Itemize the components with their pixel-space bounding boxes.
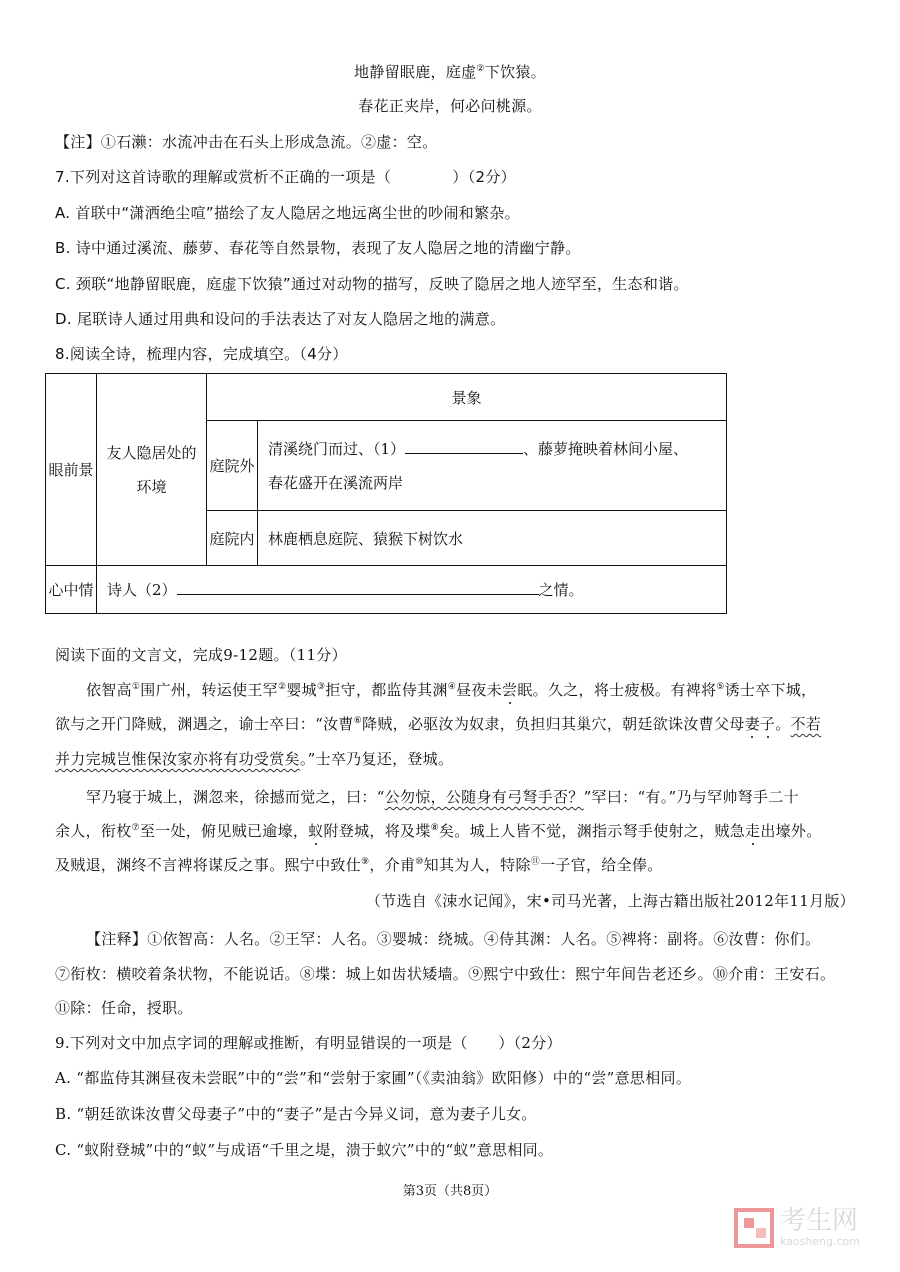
q9-option-b: B. “朝廷欲诛汝曹父母妻子”中的“妻子”是古今异义词，意为妻子儿女。 xyxy=(55,1105,537,1123)
yard-out-cell xyxy=(258,421,727,511)
emphasized-char: 尝 xyxy=(502,681,518,699)
passage-text: ，介甫 xyxy=(369,856,416,874)
watermark-en: kaosheng.com xyxy=(779,1235,860,1248)
underlined-sentence: 并力完城岂惟保汝家亦将有功受赏矣 xyxy=(55,750,300,768)
passage-line xyxy=(55,714,821,734)
passage-text: 诱士卒下城， xyxy=(724,681,817,699)
passage-text: 至一处，俯见贼已逾壕， xyxy=(139,822,309,840)
passage-text: 余人，衔枚 xyxy=(55,822,132,840)
note-marker: ② xyxy=(476,64,485,74)
passage-text: 。 xyxy=(775,715,791,733)
note-marker: ⑦ xyxy=(131,823,140,833)
passage-line xyxy=(86,680,816,700)
passage-text: 罕乃寝于城上，渊忽来，徐撼而觉之，曰：“ xyxy=(86,788,385,806)
table-header: 景象 xyxy=(207,374,727,421)
passage-text: 降贼，必驱汝为奴隶，负担归其巢穴，朝廷欲诛汝曹父母 xyxy=(362,715,745,733)
q9-option-a: A. “都监侍其渊昼夜未尝眠”中的“尝”和“尝射于家圃”（《卖油翁》欧阳修）中的“尝”意思相同。 xyxy=(55,1069,692,1087)
poem-text: 地静留眠鹿，庭虚 xyxy=(354,63,477,81)
row-label-scene: 眼前景 xyxy=(46,374,97,566)
blank-1-input[interactable] xyxy=(405,438,523,454)
note-marker: ① xyxy=(131,682,141,692)
feeling-cell xyxy=(97,566,727,614)
note-line-3: ⑪除：任命，授职。 xyxy=(55,999,193,1017)
passage-text: 欲与之开门降贼，渊遇之，谕士卒曰：“汝曹 xyxy=(55,715,354,733)
emphasized-char: 蚁 xyxy=(308,822,324,840)
passage-line xyxy=(55,821,822,841)
q7-option-d: D. 尾联诗人通过用典和设问的手法表达了对友人隐居之地的满意。 xyxy=(55,310,506,328)
yard-in-label: 庭院内 xyxy=(207,511,258,566)
passage-text: 昼夜未 xyxy=(456,681,503,699)
yard-out-text: 、藤萝掩映着林间小屋、 xyxy=(523,439,689,458)
note-marker: ⑤ xyxy=(716,682,725,692)
watermark-cn: 考生网 xyxy=(779,1206,858,1236)
yard-out-text: 春花盛开在溪流两岸 xyxy=(268,473,404,492)
row-label-feeling: 心中情 xyxy=(46,566,97,614)
passage-intro: 阅读下面的文言文，完成9-12题。（11分） xyxy=(55,646,347,664)
passage-text: 附登城，将及堞 xyxy=(323,822,431,840)
passage-text: 矣。城上人皆不觉，渊指示弩手使射之，贼急 xyxy=(439,822,746,840)
poem-text: 下饮猿。 xyxy=(484,63,546,81)
emphasized-char: 子 xyxy=(759,715,776,733)
poem-note: 【注】①石濑：水流冲击在石头上形成急流。②虚：空。 xyxy=(55,133,438,151)
note-marker: ⑩ xyxy=(415,857,424,867)
underlined-sentence: 公勿惊，公随身有弓弩手否？ xyxy=(384,788,584,806)
q7-option-c: C. 颈联“地静留眠鹿，庭虚下饮猿”通过对动物的描写，反映了隐居之地人迹罕至，生态和谐。 xyxy=(55,275,689,293)
watermark-logo-icon xyxy=(734,1208,774,1248)
note-marker: ⑪ xyxy=(530,857,541,867)
passage-text: 及贼退，渊终不言裨将谋反之事。熙宁中致仕 xyxy=(55,856,362,874)
passage-text: 。”士卒乃复还，登城。 xyxy=(299,750,454,768)
passage-text: 围广州，转运使王罕 xyxy=(140,681,278,699)
note-marker: ③ xyxy=(316,682,326,692)
note-marker: ⑨ xyxy=(361,857,370,867)
note-marker: ④ xyxy=(447,682,457,692)
q7-option-a: A. 首联中“潇洒绝尘喧”描绘了友人隐居之地远离尘世的吵闹和繁杂。 xyxy=(55,204,520,222)
env-label: 友人隐居处的环境 xyxy=(97,374,207,566)
passage-text: 依智高 xyxy=(86,681,132,699)
q8-stem: 8.阅读全诗，梳理内容，完成填空。（4分） xyxy=(55,345,348,363)
passage-text: 眠。久之，将士疲极。有裨将 xyxy=(517,681,717,699)
note-marker: ⑧ xyxy=(430,823,439,833)
emphasized-char: 走 xyxy=(745,822,761,840)
yard-out-text: 清溪绕门而过、（1） xyxy=(268,439,406,458)
note-line-1: 【注释】①依智高：人名。②王罕：人名。③婴城：绕城。④侍其渊：人名。⑤裨将：副将。⑥汝曹：你们。 xyxy=(86,930,821,948)
source-citation: （节选自《涑水记闻》，宋•司马光著，上海古籍出版社2012年11月版） xyxy=(365,892,855,910)
passage-line xyxy=(86,787,799,807)
watermark xyxy=(734,1207,860,1248)
q7-stem: 7.下列对这首诗歌的理解或赏析不正确的一项是（ ）（2分） xyxy=(55,168,516,186)
passage-text: 知其为人，特除 xyxy=(423,856,531,874)
yard-out-label: 庭院外 xyxy=(207,421,258,511)
feeling-text: 诗人（2） xyxy=(107,581,177,599)
passage-text: 拒守，都监侍其渊 xyxy=(325,681,448,699)
q9-stem: 9.下列对文中加点字词的理解或推断，有明显错误的一项是（ ）（2分） xyxy=(55,1034,562,1052)
underlined-sentence: 不若 xyxy=(790,715,822,733)
passage-line xyxy=(55,749,453,769)
yard-in-text: 林鹿栖息庭院、猿猴下树饮水 xyxy=(258,511,727,566)
passage-text: 一子官，给全俸。 xyxy=(540,856,663,874)
passage-line xyxy=(55,855,663,875)
feeling-text: 之情。 xyxy=(538,581,584,599)
poem-line-1 xyxy=(0,62,900,82)
note-line-2: ⑦衔枚：横咬着条状物，不能说话。⑧堞：城上如齿状矮墙。⑨熙宁中致仕：熙宁年间告老还乡。⑩介甫：王安石。 xyxy=(55,965,836,983)
q7-option-b: B. 诗中通过溪流、藤萝、春花等自然景物，表现了友人隐居之地的清幽宁静。 xyxy=(55,239,581,257)
q9-option-c: C. “蚁附登城”中的“蚁”与成语“千里之堤，溃于蚁穴”中的“蚁”意思相同。 xyxy=(55,1141,554,1159)
passage-text: ”罕曰：“有。”乃与罕帅弩手二十 xyxy=(583,788,799,806)
emphasized-char: 妻 xyxy=(744,715,760,733)
q8-table xyxy=(45,373,727,614)
note-marker: ② xyxy=(277,682,287,692)
note-marker: ⑥ xyxy=(353,716,363,726)
passage-text: 出壕外。 xyxy=(760,822,822,840)
page-footer: 第3页（共8页） xyxy=(402,1184,498,1199)
poem-line-2: 春花正夹岸，何必问桃源。 xyxy=(358,97,542,115)
passage-text: 婴城 xyxy=(286,681,317,699)
blank-2-input[interactable] xyxy=(177,579,539,595)
